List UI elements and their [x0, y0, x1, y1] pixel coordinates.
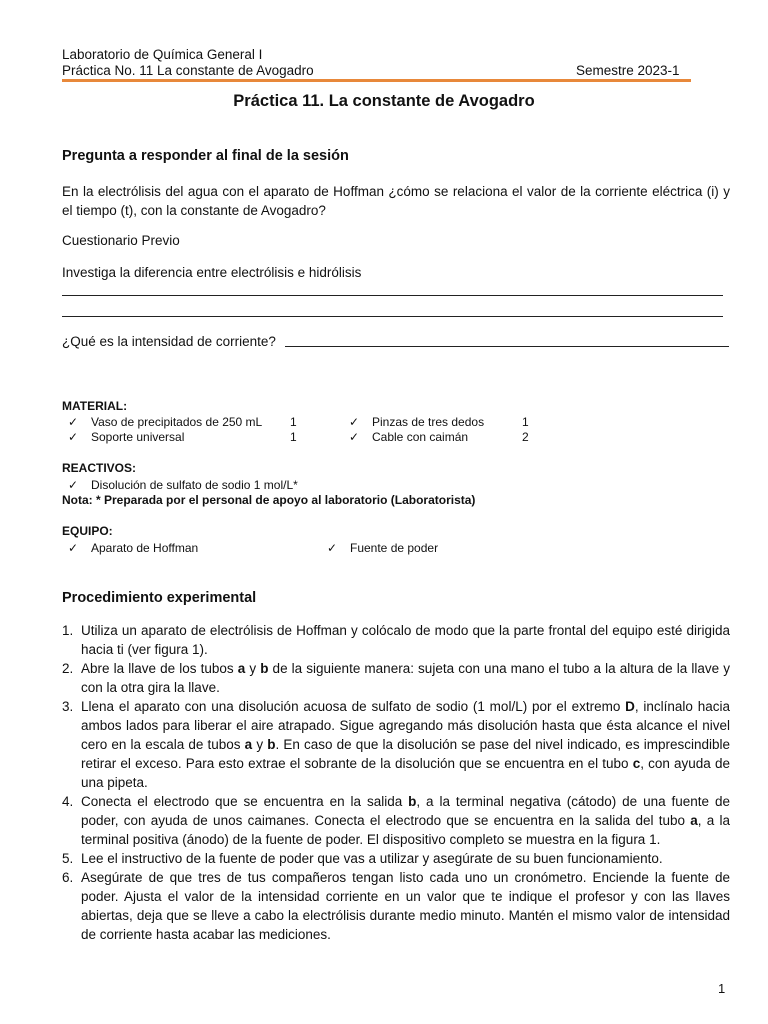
material-item: Pinzas de tres dedos: [372, 415, 485, 429]
header-semester: Semestre 2023-1: [576, 63, 680, 78]
step-text-bold: a: [237, 661, 246, 676]
material-heading: MATERIAL:: [62, 399, 128, 413]
step-text-bold: b: [267, 737, 276, 752]
procedure-step: [62, 621, 730, 659]
material-qty: 2: [522, 430, 529, 444]
equipo-item: Fuente de poder: [350, 541, 439, 555]
step-text: . En caso de que la disolución se pase del nivel indicado, es imprescindible retirar el exceso. Para esto extrae el sobrante de la disolución que se encuentra en el tubo: [81, 737, 730, 771]
check-icon: ✓: [349, 430, 360, 444]
procedure-step: [62, 868, 730, 944]
step-text-bold: D: [625, 699, 635, 714]
step-number: 2.: [62, 661, 74, 676]
step-number: 1.: [62, 623, 74, 638]
material-item: Vaso de precipitados de 250 mL: [91, 415, 263, 429]
step-text: Asegúrate de que tres de tus compañeros tengan listo cada uno un cronómetro. Enciende la fuente de poder. Ajusta el valor de la intensidad corriente en un valor que te indique el profesor y con las llaves abiertas, deja que se lleve a cabo la electrólisis durante medio minuto. Mantén el mismo valor de intensidad de corriente hasta acabar las mediciones.: [81, 870, 730, 942]
step-text: y: [245, 661, 261, 676]
step-text: y: [252, 737, 268, 752]
step-text: , a la terminal negativa (cátodo) de una fuente de poder, con ayuda de unos caimanes. Conecta el electrodo que se encuentra en la salida del tubo: [81, 794, 730, 828]
check-icon: ✓: [68, 415, 79, 429]
step-text-bold: a: [690, 813, 698, 828]
procedure-step: [62, 697, 730, 792]
step-number: 6.: [62, 870, 74, 885]
procedure-step: [62, 849, 730, 868]
answer-line: [62, 295, 723, 296]
procedure-heading: Procedimiento experimental: [62, 590, 257, 606]
equipo-heading: EQUIPO:: [62, 524, 113, 538]
question-text: En la electrólisis del agua con el aparato de Hoffman ¿cómo se relaciona el valor de la corriente eléctrica (i) y el tiempo (t), con la constante de Avogadro?: [62, 184, 730, 218]
cuestionario-q2: ¿Qué es la intensidad de corriente?: [62, 334, 276, 349]
material-qty: 1: [522, 415, 529, 429]
check-icon: ✓: [68, 478, 79, 492]
question-heading: Pregunta a responder al final de la sesión: [62, 148, 349, 164]
cuestionario-label: Cuestionario Previo: [62, 233, 180, 248]
step-text-bold: b: [408, 794, 417, 809]
check-icon: ✓: [68, 541, 79, 555]
header-lab: Laboratorio de Química General I: [62, 47, 263, 62]
step-text-bold: b: [260, 661, 269, 676]
answer-line: [285, 346, 729, 347]
header-divider: [62, 79, 691, 82]
answer-line: [62, 316, 723, 317]
reactivos-note: Nota: * Preparada por el personal de apoyo al laboratorio (Laboratorista): [62, 493, 476, 507]
equipo-item: Aparato de Hoffman: [91, 541, 199, 555]
step-text-bold: c: [632, 756, 641, 771]
check-icon: ✓: [68, 430, 79, 444]
step-text: Lee el instructivo de la fuente de poder que vas a utilizar y asegúrate de su buen funcionamiento.: [81, 851, 663, 866]
step-text: Llena el aparato con una disolución acuosa de sulfato de sodio (1 mol/L) por el extremo: [81, 699, 626, 714]
step-text-bold: a: [244, 737, 253, 752]
cuestionario-q1: Investiga la diferencia entre electrólisis e hidrólisis: [62, 265, 362, 280]
step-text: , con ayuda de una pipeta.: [81, 756, 730, 790]
check-icon: ✓: [349, 415, 360, 429]
step-text: Conecta el electrodo que se encuentra en la salida: [81, 794, 409, 809]
material-item: Soporte universal: [91, 430, 185, 444]
procedure-list: [62, 621, 730, 944]
procedure-step: [62, 659, 730, 697]
step-text: , a la terminal positiva (ánodo) de la fuente de poder. El dispositivo completo se muestra en la figura 1.: [81, 813, 730, 847]
page-title: Práctica 11. La constante de Avogadro: [233, 92, 535, 110]
procedure-step: [62, 792, 730, 849]
step-text: Abre la llave de los tubos: [81, 661, 238, 676]
material-qty: 1: [290, 415, 297, 429]
step-text: , inclínalo hacia ambos lados para liberar el aire atrapado. Sigue agregando más disolución hasta que ésta alcance el nivel cero en la escala de tubos: [81, 699, 730, 752]
material-qty: 1: [290, 430, 297, 444]
check-icon: ✓: [327, 541, 338, 555]
reactivos-heading: REACTIVOS:: [62, 461, 137, 475]
page-number: 1: [718, 981, 726, 996]
step-text: Utiliza un aparato de electrólisis de Hoffman y colócalo de modo que la parte frontal del equipo esté dirigida hacia ti (ver figura 1).: [81, 623, 730, 657]
reactivos-item: Disolución de sulfato de sodio 1 mol/L*: [91, 478, 298, 492]
step-number: 5.: [62, 851, 74, 866]
header-practice: Práctica No. 11 La constante de Avogadro: [62, 63, 314, 78]
step-number: 4.: [62, 794, 74, 809]
step-number: 3.: [62, 699, 74, 714]
material-item: Cable con caimán: [372, 430, 469, 444]
step-text: de la siguiente manera: sujeta con una mano el tubo a la altura de la llave y con la otra gira la llave.: [81, 661, 730, 695]
